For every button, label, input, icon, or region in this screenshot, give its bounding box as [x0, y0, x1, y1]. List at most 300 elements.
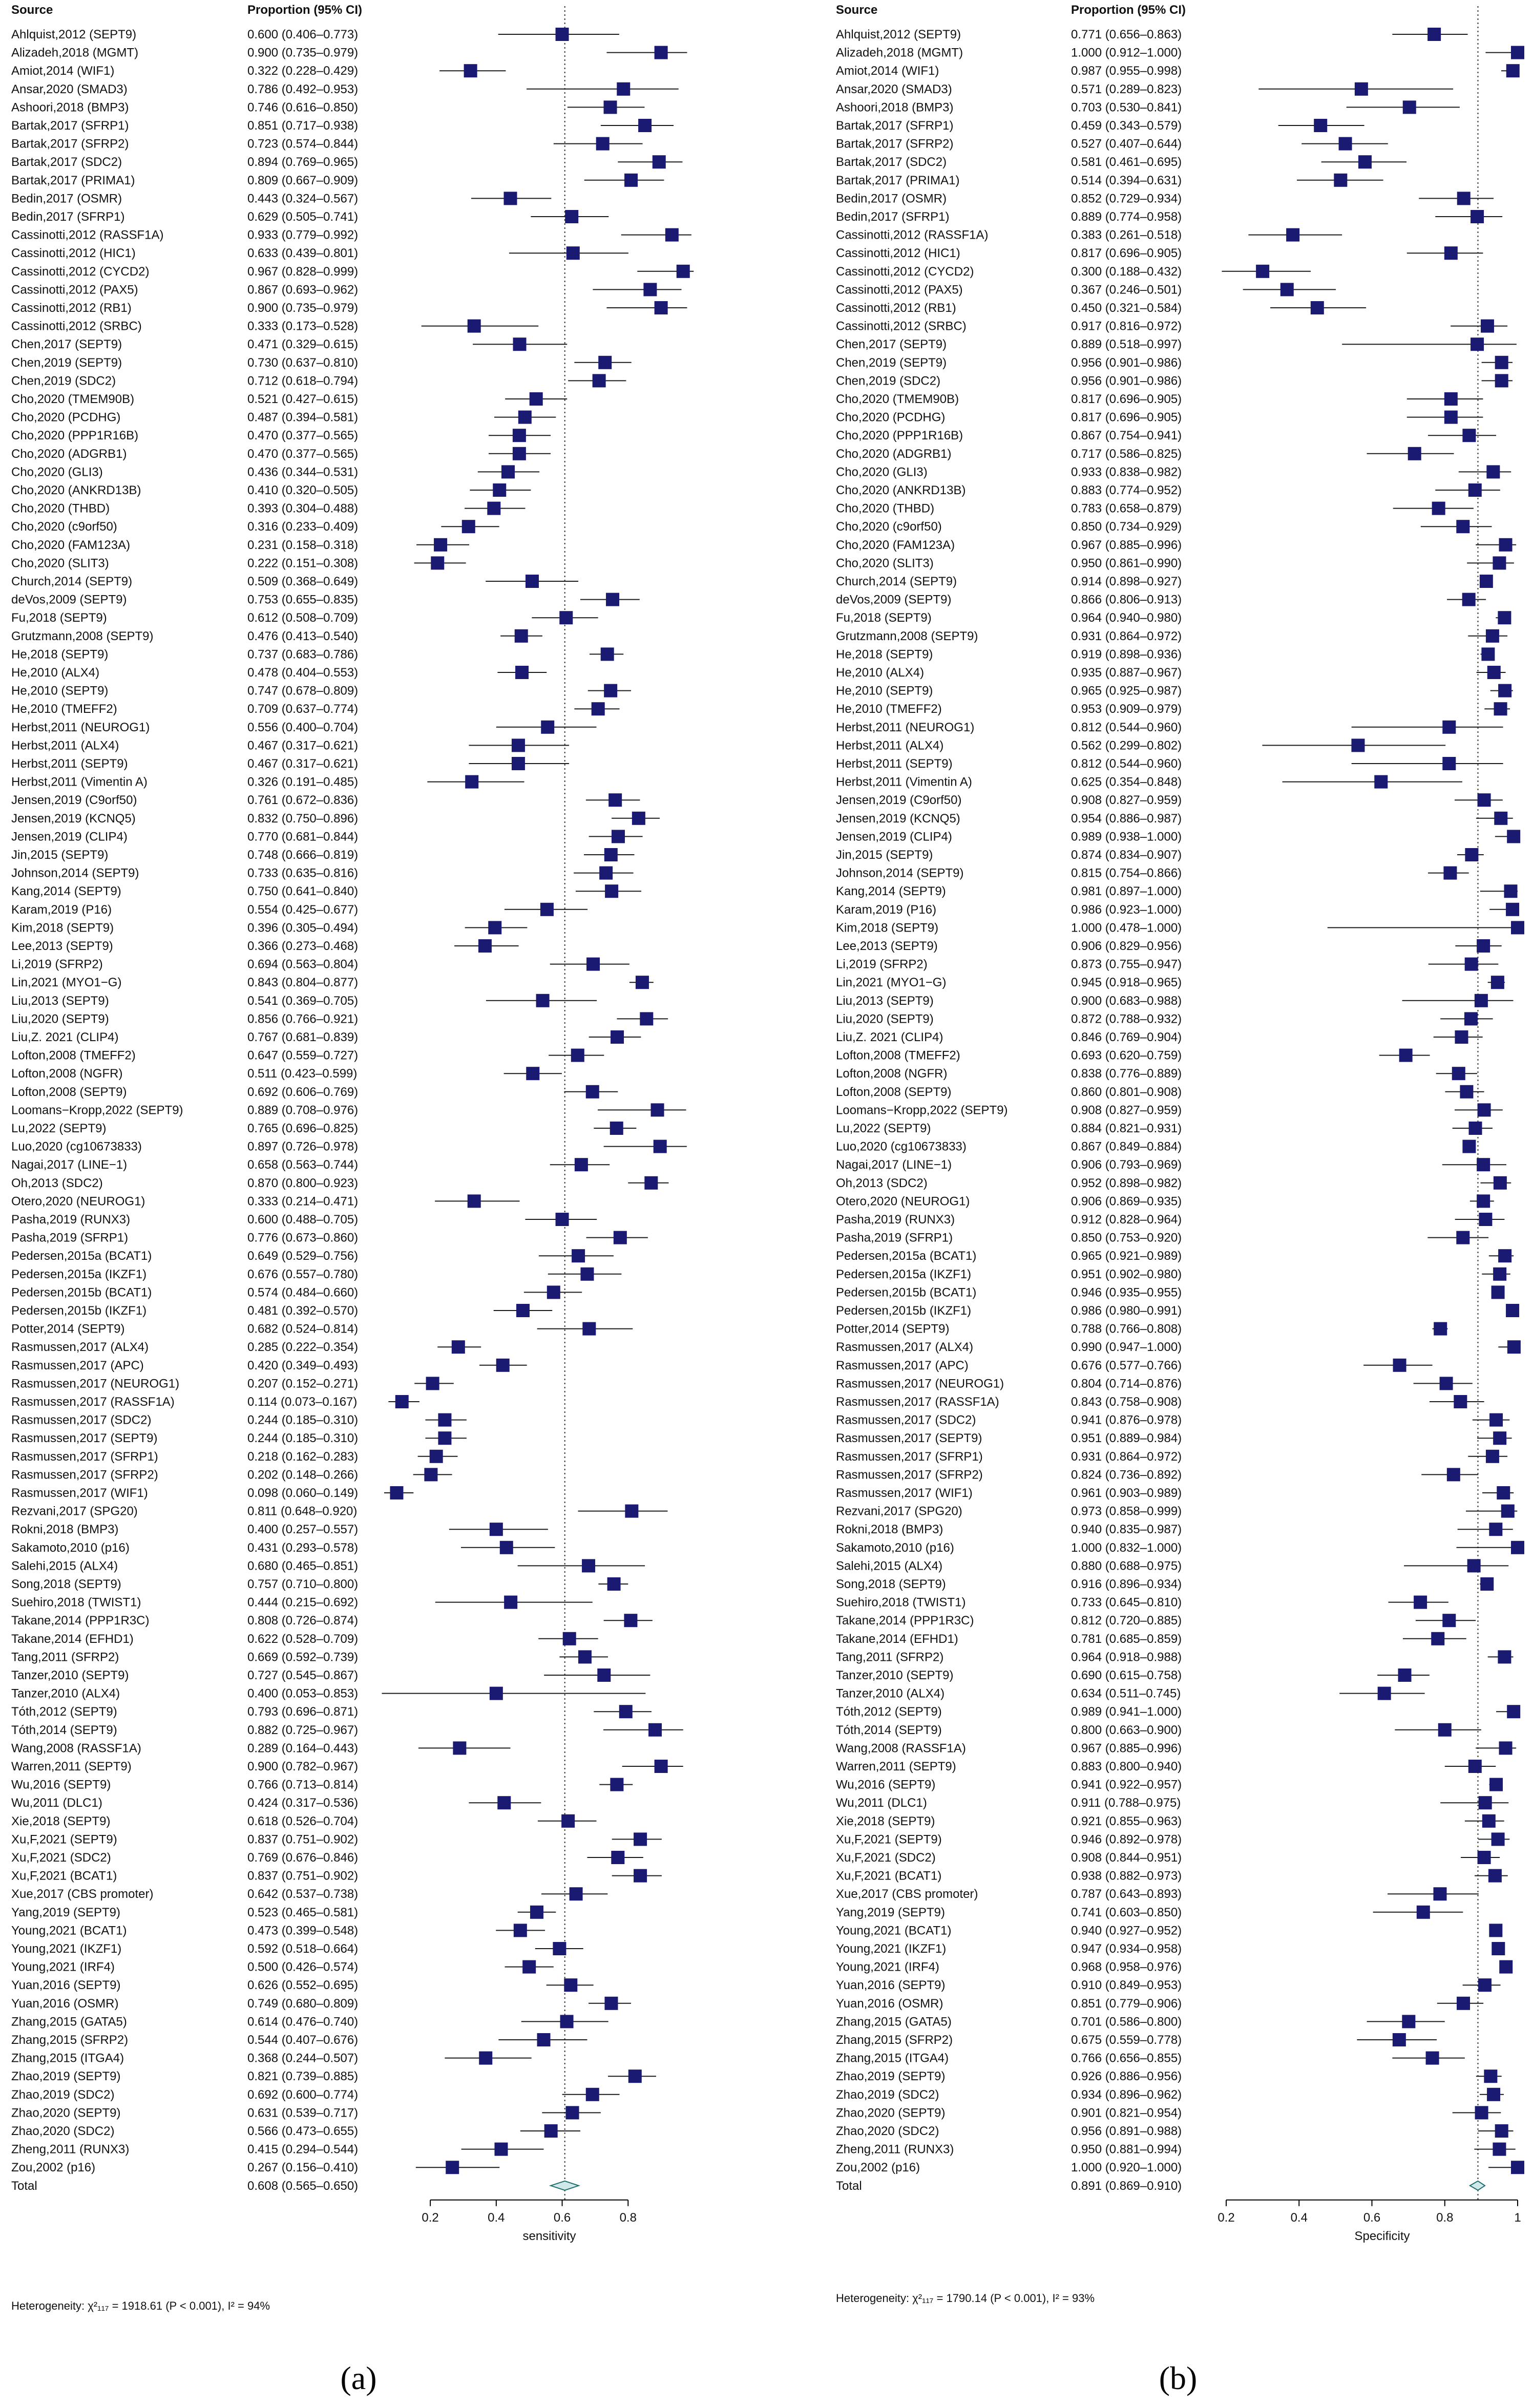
study-label: He,2018 (SEPT9) [836, 647, 933, 662]
study-label: Otero,2020 (NEUROG1) [836, 1194, 970, 1209]
point-estimate-marker [1398, 1668, 1412, 1682]
study-estimate: 0.900 (0.782–0.967) [247, 1760, 359, 1773]
point-estimate-marker [1468, 1122, 1482, 1135]
study-estimate: 0.910 (0.849–0.953) [1071, 1978, 1182, 1993]
study-estimate: 0.767 (0.681–0.839) [247, 1030, 359, 1044]
study-label: Pedersen,2015a (BCAT1) [836, 1249, 977, 1263]
study-estimate: 0.473 (0.399–0.548) [247, 1924, 359, 1938]
study-estimate: 0.882 (0.725–0.967) [247, 1723, 359, 1737]
point-estimate-marker [648, 1723, 662, 1737]
study-label: Cho,2020 (SLIT3) [11, 556, 109, 571]
point-estimate-marker [540, 903, 554, 916]
study-label: Rezvani,2017 (SPG20) [11, 1504, 138, 1518]
study-label: He,2010 (TMEFF2) [11, 702, 117, 716]
study-estimate: 0.631 (0.539–0.717) [247, 2106, 359, 2120]
study-estimate: 0.757 (0.710–0.800) [247, 1577, 359, 1591]
point-estimate-marker [501, 465, 515, 478]
study-estimate: 0.850 (0.753–0.920) [1071, 1231, 1182, 1245]
point-estimate-marker [1499, 1741, 1513, 1755]
study-estimate: 0.812 (0.544–0.960) [1071, 720, 1182, 734]
point-estimate-marker [586, 2088, 599, 2101]
point-estimate-marker [1494, 702, 1507, 715]
point-estimate-marker [465, 775, 478, 789]
study-estimate: 0.945 (0.918–0.965) [1071, 976, 1182, 990]
study-label: Johnson,2014 (SEPT9) [836, 866, 964, 880]
study-label: Rasmussen,2017 (ALX4) [836, 1340, 974, 1355]
study-estimate: 0.880 (0.688–0.975) [1071, 1559, 1182, 1573]
study-estimate: 0.956 (0.901–0.986) [1071, 355, 1182, 370]
study-estimate: 0.649 (0.529–0.756) [247, 1249, 359, 1263]
point-estimate-marker [604, 1997, 618, 2010]
study-estimate: 0.851 (0.717–0.938) [247, 119, 359, 133]
point-estimate-marker [1498, 684, 1511, 698]
study-label: Xue,2017 (CBS promoter) [11, 1887, 154, 1902]
study-label: Zhao,2020 (SEPT9) [836, 2106, 946, 2120]
study-estimate: 0.783 (0.658–0.879) [1071, 501, 1182, 516]
point-estimate-marker [665, 228, 679, 242]
point-estimate-marker [452, 1340, 465, 1354]
study-label: Bartak,2017 (SFRP1) [836, 119, 954, 133]
study-label: Herbst,2011 (NEUROG1) [836, 720, 975, 734]
study-label: Liu,2013 (SEPT9) [836, 994, 934, 1008]
study-label: Rasmussen,2017 (SFRP2) [836, 1468, 983, 1482]
study-estimate: 1.000 (0.832–1.000) [1071, 1540, 1182, 1555]
study-label: Fu,2018 (SEPT9) [11, 611, 107, 625]
study-estimate: 0.815 (0.754–0.866) [1071, 866, 1182, 880]
study-estimate: 0.231 (0.158–0.318) [247, 538, 359, 552]
study-estimate: 0.514 (0.394–0.631) [1071, 173, 1182, 187]
point-estimate-marker [1457, 192, 1471, 205]
study-estimate: 0.883 (0.800–0.940) [1071, 1760, 1182, 1773]
header-source: Source [11, 3, 53, 17]
study-estimate: 1.000 (0.912–1.000) [1071, 46, 1182, 60]
study-estimate: 0.889 (0.708–0.976) [247, 1103, 359, 1117]
point-estimate-marker [655, 46, 668, 59]
point-estimate-marker [1495, 374, 1508, 387]
study-estimate: 0.956 (0.891–0.988) [1071, 2124, 1182, 2138]
point-estimate-marker [606, 593, 619, 606]
study-label: Zou,2002 (p16) [836, 2161, 920, 2175]
total-label: Total [11, 2179, 37, 2193]
point-estimate-marker [619, 1705, 633, 1718]
point-estimate-marker [677, 265, 690, 278]
study-estimate: 0.900 (0.683–0.988) [1071, 994, 1182, 1008]
study-label: Ashoori,2018 (BMP3) [836, 100, 954, 115]
total-label: Total [836, 2179, 862, 2193]
study-label: Pedersen,2015a (BCAT1) [11, 1249, 152, 1263]
study-estimate: 0.383 (0.261–0.518) [1071, 228, 1182, 242]
study-label: Herbst,2011 (Vimentin A) [836, 775, 972, 789]
study-label: Zhao,2019 (SEPT9) [11, 2069, 121, 2084]
study-label: Jin,2015 (SEPT9) [836, 848, 933, 862]
study-estimate: 1.000 (0.920–1.000) [1071, 2161, 1182, 2175]
study-label: Herbst,2011 (ALX4) [11, 738, 119, 753]
study-estimate: 0.990 (0.947–1.000) [1071, 1340, 1182, 1355]
study-label: Wang,2008 (RASSF1A) [836, 1741, 966, 1756]
point-estimate-marker [1464, 1012, 1478, 1025]
point-estimate-marker [1478, 1851, 1491, 1864]
study-label: Rasmussen,2017 (APC) [11, 1358, 144, 1372]
point-estimate-marker [468, 1194, 481, 1208]
point-estimate-marker [582, 1322, 596, 1336]
point-estimate-marker [580, 1268, 594, 1281]
study-estimate: 0.906 (0.869–0.935) [1071, 1194, 1182, 1209]
study-label: Yang,2019 (SEPT9) [836, 1905, 946, 1919]
point-estimate-marker [1479, 1796, 1492, 1809]
study-label: Loomans−Kropp,2022 (SEPT9) [836, 1103, 1008, 1117]
point-estimate-marker [438, 1431, 451, 1445]
point-estimate-marker [1467, 1559, 1481, 1572]
study-label: Cho,2020 (c9orf50) [11, 520, 117, 534]
point-estimate-marker [1506, 1304, 1519, 1317]
study-label: Rasmussen,2017 (NEUROG1) [11, 1377, 180, 1391]
study-label: Zhao,2020 (SDC2) [11, 2124, 115, 2138]
study-estimate: 0.989 (0.938–1.000) [1071, 830, 1182, 844]
point-estimate-marker [1444, 411, 1458, 424]
study-estimate: 0.244 (0.185–0.310) [247, 1431, 359, 1446]
point-estimate-marker [1455, 1030, 1468, 1044]
study-label: Wang,2008 (RASSF1A) [11, 1741, 141, 1756]
study-estimate: 0.916 (0.896–0.934) [1071, 1577, 1182, 1591]
study-label: Rasmussen,2017 (WIF1) [11, 1486, 148, 1500]
study-label: Ahlquist,2012 (SEPT9) [11, 28, 137, 41]
study-label: Bartak,2017 (SFRP1) [11, 119, 129, 133]
study-label: Lin,2021 (MYO1−G) [836, 976, 947, 990]
point-estimate-marker [1479, 1213, 1492, 1226]
study-label: Ashoori,2018 (BMP3) [11, 100, 129, 115]
point-estimate-marker [1499, 538, 1513, 552]
point-estimate-marker [611, 1851, 624, 1864]
study-estimate: 0.367 (0.246–0.501) [1071, 283, 1182, 297]
x-tick-label: 0.2 [422, 2210, 439, 2225]
study-label: Suehiro,2018 (TWIST1) [836, 1595, 966, 1610]
point-estimate-marker [596, 137, 610, 151]
study-estimate: 0.884 (0.821–0.931) [1071, 1122, 1182, 1135]
study-estimate: 0.950 (0.881–0.994) [1071, 2142, 1182, 2157]
study-label: Pasha,2019 (SFRP1) [836, 1231, 953, 1245]
point-estimate-marker [1475, 2106, 1488, 2119]
point-estimate-marker [653, 155, 666, 168]
point-estimate-marker [513, 429, 526, 442]
point-estimate-marker [1511, 2161, 1524, 2174]
point-estimate-marker [1393, 2033, 1406, 2046]
study-estimate: 0.618 (0.526–0.704) [247, 1814, 359, 1828]
study-estimate: 0.850 (0.734–0.929) [1071, 520, 1182, 534]
study-label: Oh,2013 (SDC2) [836, 1176, 928, 1190]
point-estimate-marker [1351, 738, 1364, 752]
study-label: Xu,F,2021 (SEPT9) [836, 1832, 942, 1847]
study-label: Herbst,2011 (ALX4) [836, 738, 944, 753]
point-estimate-marker [1456, 1231, 1469, 1244]
point-estimate-marker [462, 520, 475, 533]
study-label: Herbst,2011 (SEPT9) [11, 757, 128, 771]
study-label: Alizadeh,2018 (MGMT) [11, 46, 139, 60]
study-label: Zhao,2019 (SDC2) [11, 2087, 115, 2102]
x-tick-label: 0.6 [553, 2210, 571, 2225]
study-label: Nagai,2017 (LINE−1) [836, 1158, 952, 1172]
study-estimate: 0.600 (0.406–0.773) [247, 28, 359, 41]
point-estimate-marker [1314, 119, 1327, 132]
point-estimate-marker [515, 629, 528, 643]
study-estimate: 0.793 (0.696–0.871) [247, 1705, 359, 1719]
study-estimate: 0.926 (0.886–0.956) [1071, 2069, 1182, 2084]
point-estimate-marker [526, 1067, 539, 1080]
study-label: Rasmussen,2017 (WIF1) [836, 1486, 973, 1500]
point-estimate-marker [561, 1814, 575, 1828]
study-label: Liu,Z. 2021 (CLIP4) [11, 1030, 119, 1044]
study-label: Zhao,2019 (SEPT9) [836, 2069, 946, 2084]
study-label: Karam,2019 (P16) [11, 902, 112, 917]
study-estimate: 0.222 (0.151–0.308) [247, 556, 359, 571]
total-estimate: 0.891 (0.869–0.910) [1071, 2179, 1182, 2193]
point-estimate-marker [1440, 1377, 1453, 1390]
study-label: Bartak,2017 (PRIMA1) [836, 173, 960, 187]
study-estimate: 0.809 (0.667–0.909) [247, 173, 359, 187]
study-label: Takane,2014 (PPP1R3C) [11, 1614, 150, 1628]
study-estimate: 0.787 (0.643–0.893) [1071, 1887, 1182, 1902]
study-label: Zhang,2015 (SFRP2) [836, 2033, 953, 2047]
study-label: Chen,2019 (SEPT9) [836, 355, 947, 370]
study-estimate: 0.961 (0.903–0.989) [1071, 1486, 1182, 1500]
study-estimate: 0.322 (0.228–0.429) [247, 64, 359, 78]
study-label: Pedersen,2015a (IKZF1) [11, 1267, 147, 1281]
point-estimate-marker [1493, 2143, 1506, 2156]
study-estimate: 0.883 (0.774–0.952) [1071, 483, 1182, 497]
study-estimate: 0.703 (0.530–0.841) [1071, 100, 1182, 115]
study-label: Bedin,2017 (SFRP1) [836, 210, 950, 224]
point-estimate-marker [514, 1924, 527, 1937]
point-estimate-marker [1492, 1285, 1505, 1299]
study-estimate: 0.749 (0.680–0.809) [247, 1996, 359, 2011]
study-estimate: 0.986 (0.923–1.000) [1071, 902, 1182, 917]
study-estimate: 0.908 (0.827–0.959) [1071, 793, 1182, 808]
study-label: Pedersen,2015b (BCAT1) [11, 1285, 152, 1300]
study-estimate: 0.856 (0.766–0.921) [247, 1012, 359, 1026]
point-estimate-marker [582, 1559, 595, 1572]
point-estimate-marker [494, 2143, 508, 2156]
point-estimate-marker [1471, 210, 1484, 223]
point-estimate-marker [513, 447, 526, 460]
point-estimate-marker [1492, 1832, 1505, 1846]
point-estimate-marker [610, 1122, 623, 1135]
study-label: Rasmussen,2017 (SFRP1) [836, 1449, 983, 1464]
point-estimate-marker [655, 1760, 668, 1773]
study-label: Cho,2020 (FAM123A) [836, 538, 955, 552]
study-label: Young,2021 (BCAT1) [836, 1924, 952, 1938]
point-estimate-marker [634, 1869, 647, 1883]
header-estimate: Proportion (95% CI) [1071, 3, 1186, 17]
study-estimate: 0.737 (0.683–0.786) [247, 647, 359, 662]
study-estimate: 0.326 (0.191–0.485) [247, 775, 359, 789]
study-label: Yuan,2016 (SEPT9) [836, 1978, 946, 1993]
study-estimate: 0.571 (0.289–0.823) [1071, 82, 1182, 96]
study-estimate: 0.967 (0.885–0.996) [1071, 538, 1182, 552]
point-estimate-marker [490, 1687, 503, 1700]
point-estimate-marker [1489, 1778, 1503, 1791]
study-label: Cassinotti,2012 (CYCD2) [836, 264, 974, 279]
point-estimate-marker [516, 1304, 530, 1317]
study-estimate: 0.634 (0.511–0.745) [1071, 1686, 1181, 1701]
study-label: Rasmussen,2017 (NEUROG1) [836, 1377, 1004, 1391]
study-estimate: 0.717 (0.586–0.825) [1071, 447, 1182, 461]
study-label: Johnson,2014 (SEPT9) [11, 866, 139, 880]
study-estimate: 0.832 (0.750–0.896) [247, 811, 359, 826]
study-label: Cassinotti,2012 (CYCD2) [11, 264, 150, 279]
study-estimate: 0.690 (0.615–0.758) [1071, 1668, 1182, 1682]
study-estimate: 0.443 (0.324–0.567) [247, 192, 359, 206]
point-estimate-marker [1402, 2015, 1415, 2028]
study-estimate: 0.500 (0.426–0.574) [247, 1960, 359, 1974]
point-estimate-marker [1486, 465, 1500, 478]
study-label: Cho,2020 (TMEM90B) [11, 392, 135, 406]
point-estimate-marker [1487, 666, 1501, 679]
study-label: Potter,2014 (SEPT9) [836, 1322, 950, 1336]
study-label: Kang,2014 (SEPT9) [836, 884, 946, 899]
study-label: Fu,2018 (SEPT9) [836, 611, 932, 625]
study-label: Tóth,2012 (SEPT9) [836, 1705, 942, 1719]
study-label: Cho,2020 (TMEM90B) [836, 392, 959, 406]
point-estimate-marker [1442, 1614, 1456, 1627]
study-label: Rokni,2018 (BMP3) [11, 1523, 119, 1537]
point-estimate-marker [1456, 520, 1469, 533]
study-label: Lofton,2008 (SEPT9) [11, 1085, 127, 1099]
study-label: Cassinotti,2012 (RASSF1A) [836, 228, 989, 242]
point-estimate-marker [515, 666, 529, 679]
panel-label: (a) [340, 2360, 377, 2396]
study-label: Jensen,2019 (C9orf50) [836, 793, 962, 808]
study-label: Zhang,2015 (GATA5) [836, 2015, 952, 2029]
study-estimate: 0.788 (0.766–0.808) [1071, 1322, 1182, 1336]
study-label: Cho,2020 (ANKRD13B) [11, 483, 141, 497]
study-label: Pedersen,2015a (IKZF1) [836, 1267, 972, 1281]
point-estimate-marker [624, 174, 638, 187]
heterogeneity-text: Heterogeneity: χ²₁₁₇ = 1918.61 (P < 0.001), I² = 94% [11, 2299, 270, 2312]
point-estimate-marker [1408, 447, 1421, 460]
point-estimate-marker [566, 246, 580, 260]
point-estimate-marker [1498, 1249, 1511, 1262]
study-estimate: 0.808 (0.726–0.874) [247, 1614, 359, 1628]
study-estimate: 0.675 (0.559–0.778) [1071, 2033, 1182, 2047]
point-estimate-marker [1494, 1176, 1507, 1190]
point-estimate-marker [1478, 1978, 1492, 1992]
point-estimate-marker [468, 320, 481, 333]
study-estimate: 0.622 (0.528–0.709) [247, 1632, 359, 1646]
study-label: Warren,2011 (SEPT9) [836, 1760, 956, 1773]
point-estimate-marker [1495, 2124, 1508, 2138]
point-estimate-marker [488, 921, 501, 934]
header-estimate: Proportion (95% CI) [247, 3, 363, 17]
study-estimate: 0.897 (0.726–0.978) [247, 1139, 359, 1154]
study-estimate: 0.946 (0.935–0.955) [1071, 1285, 1182, 1300]
study-estimate: 0.511 (0.423–0.599) [247, 1067, 358, 1081]
study-estimate: 0.753 (0.655–0.835) [247, 593, 359, 607]
point-estimate-marker [390, 1486, 403, 1499]
study-label: Tanzer,2010 (SEPT9) [11, 1668, 129, 1682]
study-estimate: 0.860 (0.801–0.908) [1071, 1085, 1182, 1099]
study-estimate: 0.867 (0.693–0.962) [247, 283, 359, 297]
study-estimate: 0.333 (0.173–0.528) [247, 319, 359, 333]
study-estimate: 0.987 (0.955–0.998) [1071, 64, 1182, 78]
study-estimate: 0.415 (0.294–0.544) [247, 2142, 359, 2157]
study-label: Loomans−Kropp,2022 (SEPT9) [11, 1103, 183, 1117]
point-estimate-marker [605, 884, 618, 898]
study-label: Yuan,2016 (OSMR) [11, 1996, 119, 2011]
study-estimate: 0.873 (0.755–0.947) [1071, 957, 1182, 971]
study-label: Bedin,2017 (OSMR) [11, 192, 122, 206]
point-estimate-marker [628, 2069, 642, 2083]
point-estimate-marker [1334, 174, 1347, 187]
study-label: deVos,2009 (SEPT9) [11, 593, 127, 607]
point-estimate-marker [566, 2106, 579, 2119]
point-estimate-marker [634, 1832, 647, 1846]
study-estimate: 0.947 (0.934–0.958) [1071, 1942, 1182, 1956]
x-axis-label: Specificity [1354, 2229, 1410, 2243]
study-label: Zhang,2015 (SFRP2) [11, 2033, 129, 2047]
point-estimate-marker [560, 2015, 574, 2028]
study-estimate: 0.692 (0.606–0.769) [247, 1085, 359, 1099]
study-estimate: 0.812 (0.544–0.960) [1071, 757, 1182, 771]
point-estimate-marker [1504, 884, 1517, 898]
study-estimate: 0.921 (0.855–0.963) [1071, 1814, 1182, 1828]
point-estimate-marker [572, 1249, 585, 1262]
study-label: Jensen,2019 (CLIP4) [11, 830, 128, 844]
point-estimate-marker [504, 192, 517, 205]
point-estimate-marker [438, 1413, 451, 1427]
study-estimate: 0.900 (0.735–0.979) [247, 301, 359, 315]
x-tick-label: 0.4 [488, 2210, 505, 2225]
study-estimate: 0.951 (0.902–0.980) [1071, 1267, 1182, 1281]
study-label: Cho,2020 (c9orf50) [836, 520, 942, 534]
point-estimate-marker [1462, 429, 1476, 442]
study-estimate: 0.901 (0.821–0.954) [1071, 2106, 1182, 2120]
study-label: Tanzer,2010 (ALX4) [11, 1686, 120, 1701]
study-estimate: 0.967 (0.828–0.999) [247, 264, 359, 279]
study-label: Xu,F,2021 (SDC2) [11, 1851, 111, 1865]
x-tick-label: 0.6 [1363, 2210, 1381, 2225]
study-estimate: 0.938 (0.882–0.973) [1071, 1869, 1182, 1883]
study-estimate: 0.952 (0.898–0.982) [1071, 1176, 1182, 1190]
study-estimate: 0.562 (0.299–0.802) [1071, 738, 1182, 753]
study-estimate: 0.817 (0.696–0.905) [1071, 246, 1182, 261]
point-estimate-marker [1457, 1997, 1470, 2010]
point-estimate-marker [1494, 812, 1507, 825]
study-label: Luo,2020 (cg10673833) [836, 1139, 967, 1154]
point-estimate-marker [1460, 1085, 1473, 1099]
x-tick-label: 0.8 [619, 2210, 637, 2225]
point-estimate-marker [487, 502, 500, 515]
point-estimate-marker [547, 1285, 560, 1299]
study-estimate: 0.723 (0.574–0.844) [247, 137, 359, 151]
study-estimate: 0.989 (0.941–1.000) [1071, 1705, 1182, 1719]
study-label: Lee,2013 (SEPT9) [11, 939, 113, 953]
study-label: Rezvani,2017 (SPG20) [836, 1504, 962, 1518]
study-label: Chen,2017 (SEPT9) [11, 337, 122, 352]
study-estimate: 0.523 (0.465–0.581) [247, 1905, 359, 1919]
point-estimate-marker [578, 1650, 592, 1663]
point-estimate-marker [654, 1140, 667, 1153]
study-estimate: 0.761 (0.672–0.836) [247, 793, 359, 808]
point-estimate-marker [1482, 1814, 1496, 1828]
study-estimate: 0.846 (0.769–0.904) [1071, 1030, 1182, 1044]
study-label: Tóth,2012 (SEPT9) [11, 1705, 117, 1719]
study-estimate: 0.765 (0.696–0.825) [247, 1122, 359, 1135]
study-estimate: 0.817 (0.696–0.905) [1071, 392, 1182, 406]
study-label: Karam,2019 (P16) [836, 902, 937, 917]
study-estimate: 0.781 (0.685–0.859) [1071, 1632, 1182, 1646]
point-estimate-marker [512, 757, 525, 770]
point-estimate-marker [1481, 320, 1494, 333]
study-label: Cho,2020 (PCDHG) [836, 410, 946, 425]
